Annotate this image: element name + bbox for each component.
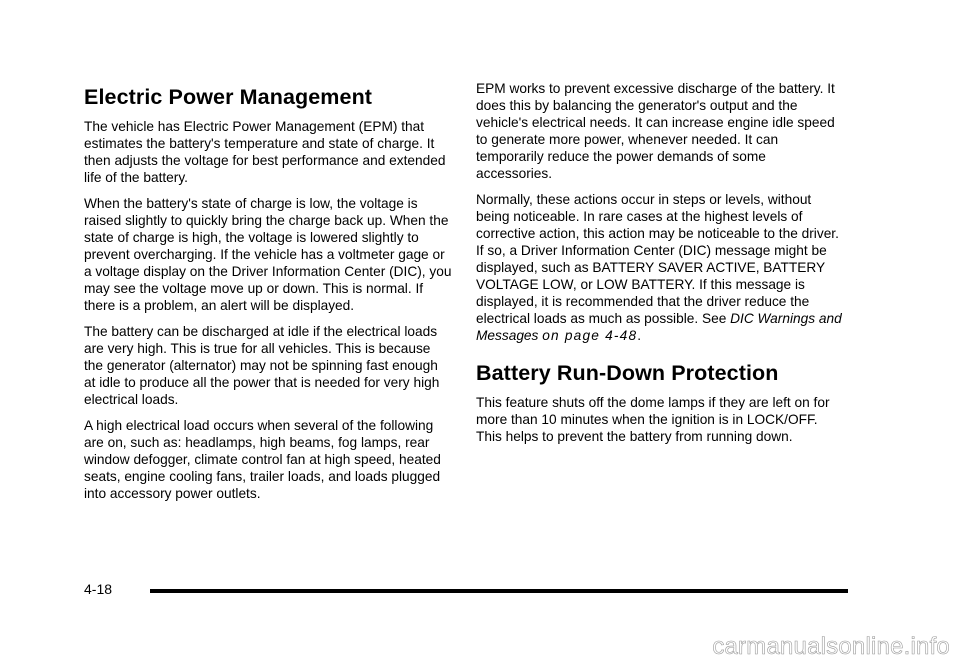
paragraph-text: Normally, these actions occur in steps or levels, without being noticeable. In rare cases at the highest levels of corrective action, this action may be noticeable to the driver. If so, a Driver Information Center (DIC) message might be displayed, such as BATTERY SAVER ACTIVE, BATTERY VOLTAGE LOW, or LOW BATTERY. If this message is displayed, it is recommended that the driver reduce the electrical loads as much as possible. See <box>476 192 839 326</box>
cross-reference-link[interactable]: DIC Warnings and Messages <box>476 311 842 343</box>
right-column <box>476 81 844 454</box>
footer-rule <box>150 589 848 593</box>
cross-reference-page[interactable]: on page 4-48 <box>542 328 638 343</box>
paragraph: The battery can be discharged at idle if the electrical loads are very high. This is true for all vehicles. This is because the generator (alternator) may not be spinning fast enough at idle to produce all the power that is needed for very high electrical loads. <box>84 324 440 407</box>
paragraph: A high electrical load occurs when several of the following are on, such as: headlamps, high beams, fog lamps, rear window defogger, climate control fan at high speed, heated seats, engine cooling fans, trailer loads, and loads plugged into accessory power outlets. <box>84 418 441 501</box>
paragraph: EPM works to prevent excessive discharge of the battery. It does this by balancing the generator's output and the vehicle's electrical needs. It can increase engine idle speed to generate more power, whenever needed. It can temporarily reduce the power demands of some accessories. <box>476 81 835 181</box>
section-heading-epm: Electric Power Management <box>84 85 373 109</box>
section-heading-rundown: Battery Run-Down Protection <box>476 361 779 385</box>
paragraph-with-reference <box>476 191 844 344</box>
watermark: carmanualsonline.info <box>712 633 950 660</box>
left-column <box>84 84 452 511</box>
paragraph: The vehicle has Electric Power Management (EPM) that estimates the battery's temperature and state of charge. It then adjusts the voltage for best performance and extended life of the battery. <box>84 119 446 185</box>
page-number: 4-18 <box>84 581 113 597</box>
paragraph: When the battery's state of charge is low, the voltage is raised slightly to quickly bring the charge back up. When the state of charge is high, the voltage is lowered slightly to prevent overcharging. If the vehicle has a voltmeter gage or a voltage display on the Driver Information Center (DIC), you may see the voltage move up or down. This is normal. If there is a problem, an alert will be displayed. <box>84 196 452 313</box>
period: . <box>637 328 642 343</box>
paragraph: This feature shuts off the dome lamps if they are left on for more than 10 minutes when the ignition is in LOCK/OFF. This helps to prevent the battery from running down. <box>476 395 830 444</box>
